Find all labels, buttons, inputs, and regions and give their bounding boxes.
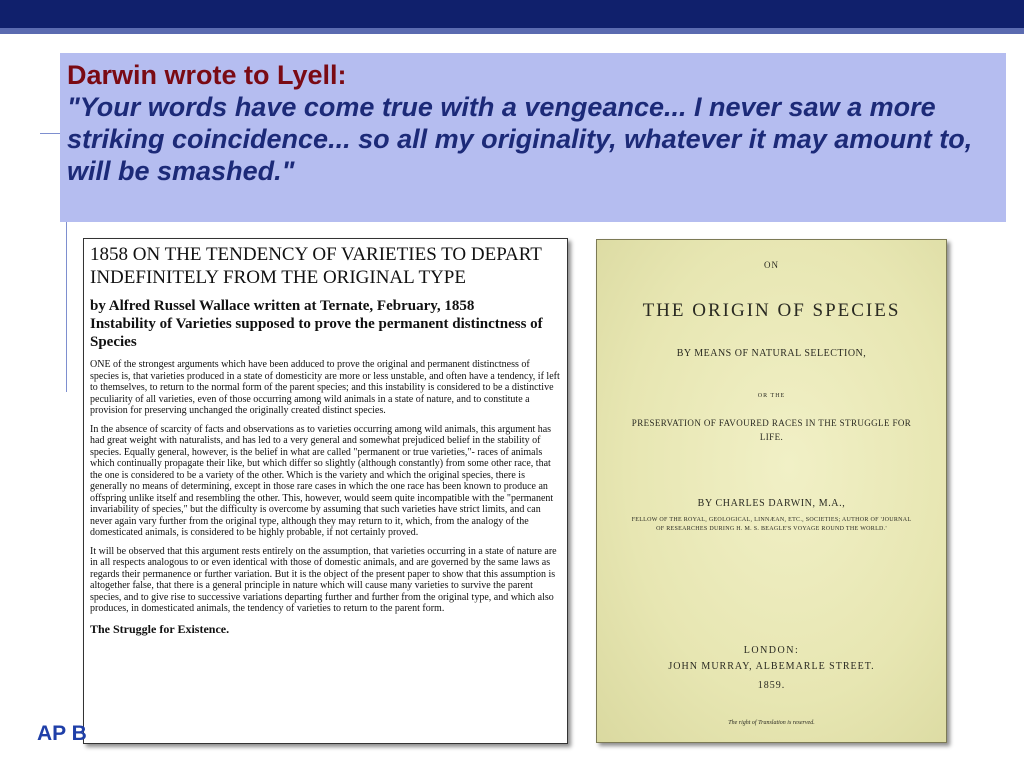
cover-or-the: OR THE — [757, 393, 786, 399]
wallace-next-heading: The Struggle for Existence. — [90, 621, 230, 636]
cover-year: 1859. — [757, 680, 786, 691]
wallace-paragraph-3: It will be observed that this argument rests entirely on the assumption, that varieties occurring in a state of nature are in all respects analogous to or even identical with those of domestic animals, and are governed by the same laws as regards their permanence or further variation. But it is the object of the present paper to show that this assumption is altogether false, that there is a general principle in nature which will cause many varieties to survive the parent species, and to give rise to successive variations departing further and further from the original type, and which also produces, in domesticated animals, the tendency of varieties to return to the parent form. — [90, 545, 557, 614]
cover-title: THE ORIGIN OF SPECIES — [642, 300, 901, 321]
darwin-quote: "Your words have come true with a vengeance... I never saw a more striking coincidence... so all my originality, whatever it may amount to, will be smashed." — [67, 92, 973, 186]
top-banner — [0, 0, 1024, 28]
cover-city: LONDON: — [743, 645, 800, 656]
banner-stripe — [0, 28, 1024, 34]
cover-credentials: FELLOW OF THE ROYAL, GEOLOGICAL, LINNÆAN, ETC., SOCIETIES; AUTHOR OF 'JOURNAL OF RESEARCHES DURING H. M. S. BEAGLE'S VOYAGE ROUND THE WORLD.' — [631, 517, 912, 532]
cover-preservation: PRESERVATION OF FAVOURED RACES IN THE STRUGGLE FOR LIFE. — [631, 418, 912, 442]
wallace-byline: by Alfred Russel Wallace written at Ternate, February, 1858 — [90, 298, 475, 314]
quote-heading: Darwin wrote to Lyell: — [67, 60, 347, 90]
cover-on: ON — [764, 260, 779, 270]
cover-publisher: JOHN MURRAY, ALBEMARLE STREET. — [668, 661, 875, 672]
wallace-paper-title: 1858 ON THE TENDENCY OF VARIETIES TO DEPART INDEFINITELY FROM THE ORIGINAL TYPE — [90, 244, 542, 288]
footer-label: AP B — [37, 722, 87, 745]
cover-author: BY CHARLES DARWIN, M.A., — [697, 498, 846, 509]
cover-subtitle: BY MEANS OF NATURAL SELECTION, — [676, 348, 867, 359]
decorative-line-vertical — [66, 222, 67, 392]
wallace-paragraph-1: ONE of the strongest arguments which have been adduced to prove the original and permanent distinctness of species is, that varieties produced in a state of domesticity are more or less unstable, and often have a tendency, if left to themselves, to return to the normal form of the parent species; and this instability is considered to be a distinctive peculiarity of all varieties, even of those occurring among wild animals in a state of nature, and to constitute a provision for preserving unchanged the originally created distinct species. — [90, 359, 560, 416]
origin-of-species-cover — [596, 239, 947, 743]
wallace-paragraph-2: In the absence of scarcity of facts and observations as to varieties occurring among wild animals, this argument has had great weight with naturalists, and has led to a very general and somewhat prejudiced belief in the stability of species. Equally general, however, is the belief in what are called "permanent or true varieties,"- races of animals which continually propagate their like, but which differ so slightly (although constantly) from some other race, that the one is considered to be a variety of the other. Which is the variety and which the original species, there is generally no means of determining, except in those rare cases in which the one race has been known to produce an offspring unlike itself and resembling the other. This, however, would seem quite incompatible with the "permanent invariability of species," but the difficulty is overcome by assuming that such varieties have strict limits, and can never again vary further from the original type, although they may return to it, which, from the analogy of the domesticated animals, is considered to be highly probable, if not certainly proved. — [90, 423, 554, 538]
wallace-section-heading: Instability of Varieties supposed to prove the permanent distinctness of Species — [90, 316, 543, 350]
quote-box — [60, 53, 1006, 222]
cover-rights: The right of Translation is reserved. — [728, 720, 815, 726]
wallace-paper-image — [83, 238, 568, 744]
